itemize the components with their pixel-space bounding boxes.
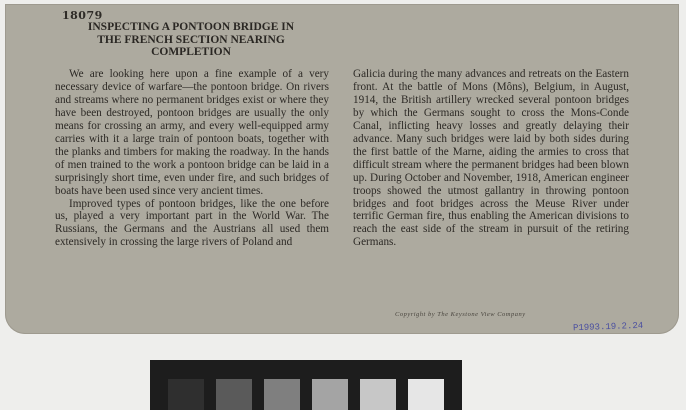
card-number: 18079 [62, 9, 103, 22]
text-column-left [55, 68, 329, 249]
right-paragraph-1: Galicia during the many advances and retreats on the Eastern front. At the battle of Mons (Môns), Belgium, in August, 1914, the British artillery wrecked several pontoon bridges by which the Germans sought to cross the Mons-Conde Canal, inflicting heavy losses and greatly delaying their advance. Many such bridges were laid by both sides during the first battle of the Marne, aiding the armies to cross that difficult stream where the permanent bridges had been blown up. During October and November, 1918, American engineer troops showed the utmost gallantry in throwing pontoon bridges and foot bridges across the Meuse River under terrific German fire, thus enabling the American divisions to reach the east side of the stream in pursuit of the retiring Germans. [353, 68, 629, 249]
gray-scale-target [150, 360, 462, 410]
title-line-3: COMPLETION [151, 46, 231, 58]
title-line-1: INSPECTING A PONTOON BRIDGE IN [87, 21, 295, 33]
catalog-mark: P1993.19.2.24 [572, 320, 644, 334]
gray-patch [264, 379, 300, 410]
title-line-2: THE FRENCH SECTION NEARING [97, 33, 285, 46]
text-column-right [353, 68, 629, 249]
gray-patch [408, 379, 444, 410]
left-paragraph-2: Improved types of pontoon bridges, like the one before us, played a very important part in the World War. The Russians, the Germans and the Austrians all used them extensively in crossing the large rivers of Poland and [55, 197, 329, 249]
gray-patch [360, 379, 396, 410]
card-title [55, 21, 327, 59]
copyright-notice: Copyright by The Keystone View Company [395, 311, 526, 318]
gray-patch [312, 379, 348, 410]
stereo-card-back [5, 4, 679, 334]
gray-patch [168, 379, 204, 410]
left-paragraph-1: We are looking here upon a fine example of a very necessary device of warfare—the pontoon bridge. On rivers and streams where no permanent bridges exist or where they have been destroyed, pontoon bridges are usually the only means for crossing an army, and every well-equipped army carries with it a large train of pontoon boats, together with the planks and timbers for making the roadway. In the hands of men trained to the work a pontoon bridge can be laid in a surprisingly short time, even under fire, and such bridges of boats have been used since very ancient times. [55, 68, 329, 197]
gray-patch [216, 379, 252, 410]
